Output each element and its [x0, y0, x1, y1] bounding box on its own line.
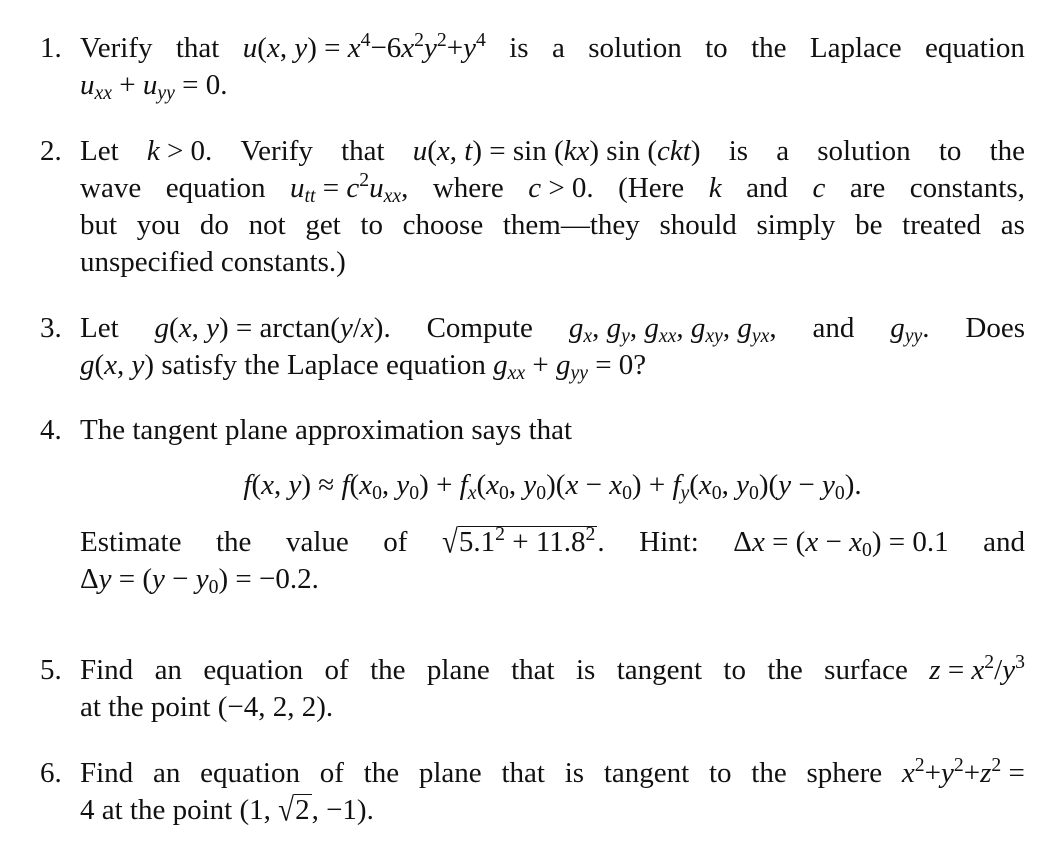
- problem-text: [80, 133, 1025, 281]
- problem-line: Verify that u(x, $y) = x^4-6x^2y^2+y^4$ is a solution to the Laplace equation: [80, 29, 1025, 64]
- problem-number: 2.: [40, 135, 62, 167]
- problem-line: Let g(x, y) = arctan(y/x). Compute $g_x$, $g_y$, $g_{xx}$, $g_{xy}$, $g_{yx}$, and $g_{yy}$. Does: [80, 312, 1025, 347]
- problem-line: Estimate the value of $√5.1^2 + 11.8^2$. Hint: $\Delta x = (x - x_0) = 0.1$ and: [80, 523, 1025, 561]
- problem-2: [40, 133, 1025, 281]
- problem-line: $u_{xx} + u_{yy} = 0$.: [80, 69, 228, 104]
- tangent-plane-formula: f(x, $y) \approx f(x_0$, $y_0) + f_x(x_0$, $y_0)(x - x_0) + f_y(x_0$, $y_0)(y - y_0)$.: [243, 469, 862, 504]
- problem-4: [40, 412, 1025, 598]
- problem-number: 3.: [40, 312, 62, 344]
- problem-line: but you do not get to choose them—they should simply be treated as: [80, 209, 1025, 241]
- problem-number: 6.: [40, 757, 62, 789]
- problem-line: Let k > 0. Verify that u(x, t) = sin (kx) sin (ckt) is a solution to the: [80, 135, 1025, 167]
- problem-text: [80, 652, 1025, 726]
- problem-3: [40, 310, 1025, 384]
- problem-line: unspecified constants.): [80, 246, 346, 278]
- problem-line: Find an equation of the plane that is tangent to the surface $z = x^2/y^3$: [80, 651, 1025, 686]
- problem-text: [80, 412, 1025, 598]
- problem-line: Find an equation of the plane that is tangent to the sphere $x^2+y^2+z^2$ =: [80, 754, 1025, 789]
- problem-text: [80, 755, 1025, 829]
- problem-text: [80, 310, 1025, 384]
- problem-text: [80, 30, 1025, 104]
- problem-1: [40, 30, 1025, 104]
- problem-line: g(x, y) satisfy the Laplace equation $g_{xx} + g_{yy} = 0$?: [80, 349, 647, 384]
- problem-line: 4 at the point (1, √2, −1).: [80, 791, 374, 829]
- problem-6: [40, 755, 1025, 829]
- problem-number: 4.: [40, 414, 62, 446]
- problem-line: The tangent plane approximation says that: [80, 414, 573, 446]
- problem-number: 1.: [40, 32, 62, 64]
- problem-line: $\Delta y = (y - y_0) = -0.2$.: [80, 563, 319, 598]
- problem-line: at the point (−4, 2, 2).: [80, 691, 334, 723]
- problem-line: wave equation $u_{tt} = c^2u_{xx}$, where c > 0. (Here k and c are constants,: [80, 169, 1025, 207]
- problem-number: 5.: [40, 654, 62, 686]
- problem-5: [40, 652, 1025, 726]
